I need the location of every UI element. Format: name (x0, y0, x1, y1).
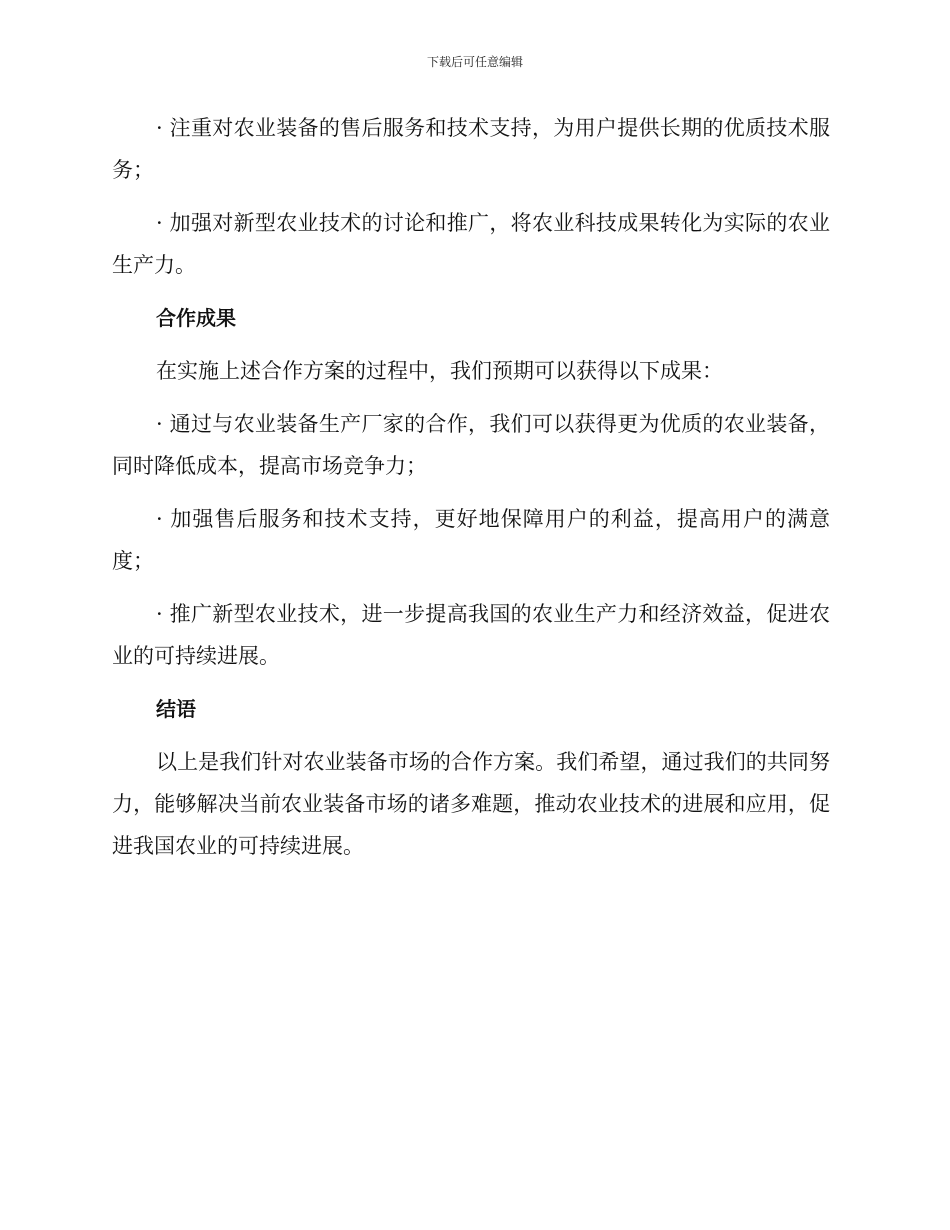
section-heading-results: 合作成果 (156, 306, 236, 330)
bullet-paragraph-manufacturer-cooperation: · 通过与农业装备生产厂家的合作，我们可以获得更为优质的农业装备，同时降低成本，提高市场竞争力； (112, 412, 830, 478)
bullet-paragraph-user-satisfaction: · 加强售后服务和技术支持，更好地保障用户的利益，提高用户的满意度； (112, 507, 830, 573)
bullet-paragraph-sustainable-development: · 推广新型农业技术，进一步提高我国的农业生产力和经济效益，促进农业的可持续进展。 (112, 602, 830, 668)
bullet-paragraph-after-sales: · 注重对农业装备的售后服务和技术支持，为用户提供长期的优质技术服务； (112, 116, 830, 182)
section-heading-conclusion: 结语 (156, 697, 196, 721)
document-body (112, 107, 830, 867)
bullet-paragraph-technology-promotion: · 加强对新型农业技术的讨论和推广，将农业科技成果转化为实际的农业生产力。 (112, 211, 830, 277)
conclusion-paragraph: 以上是我们针对农业装备市场的合作方案。我们希望，通过我们的共同努力，能够解决当前农业装备市场的诸多难题，推动农业技术的进展和应用，促进我国农业的可持续进展。 (112, 750, 830, 858)
results-intro-paragraph: 在实施上述合作方案的过程中，我们预期可以获得以下成果： (156, 359, 723, 383)
page-header: 下载后可任意编辑 (426, 55, 523, 69)
